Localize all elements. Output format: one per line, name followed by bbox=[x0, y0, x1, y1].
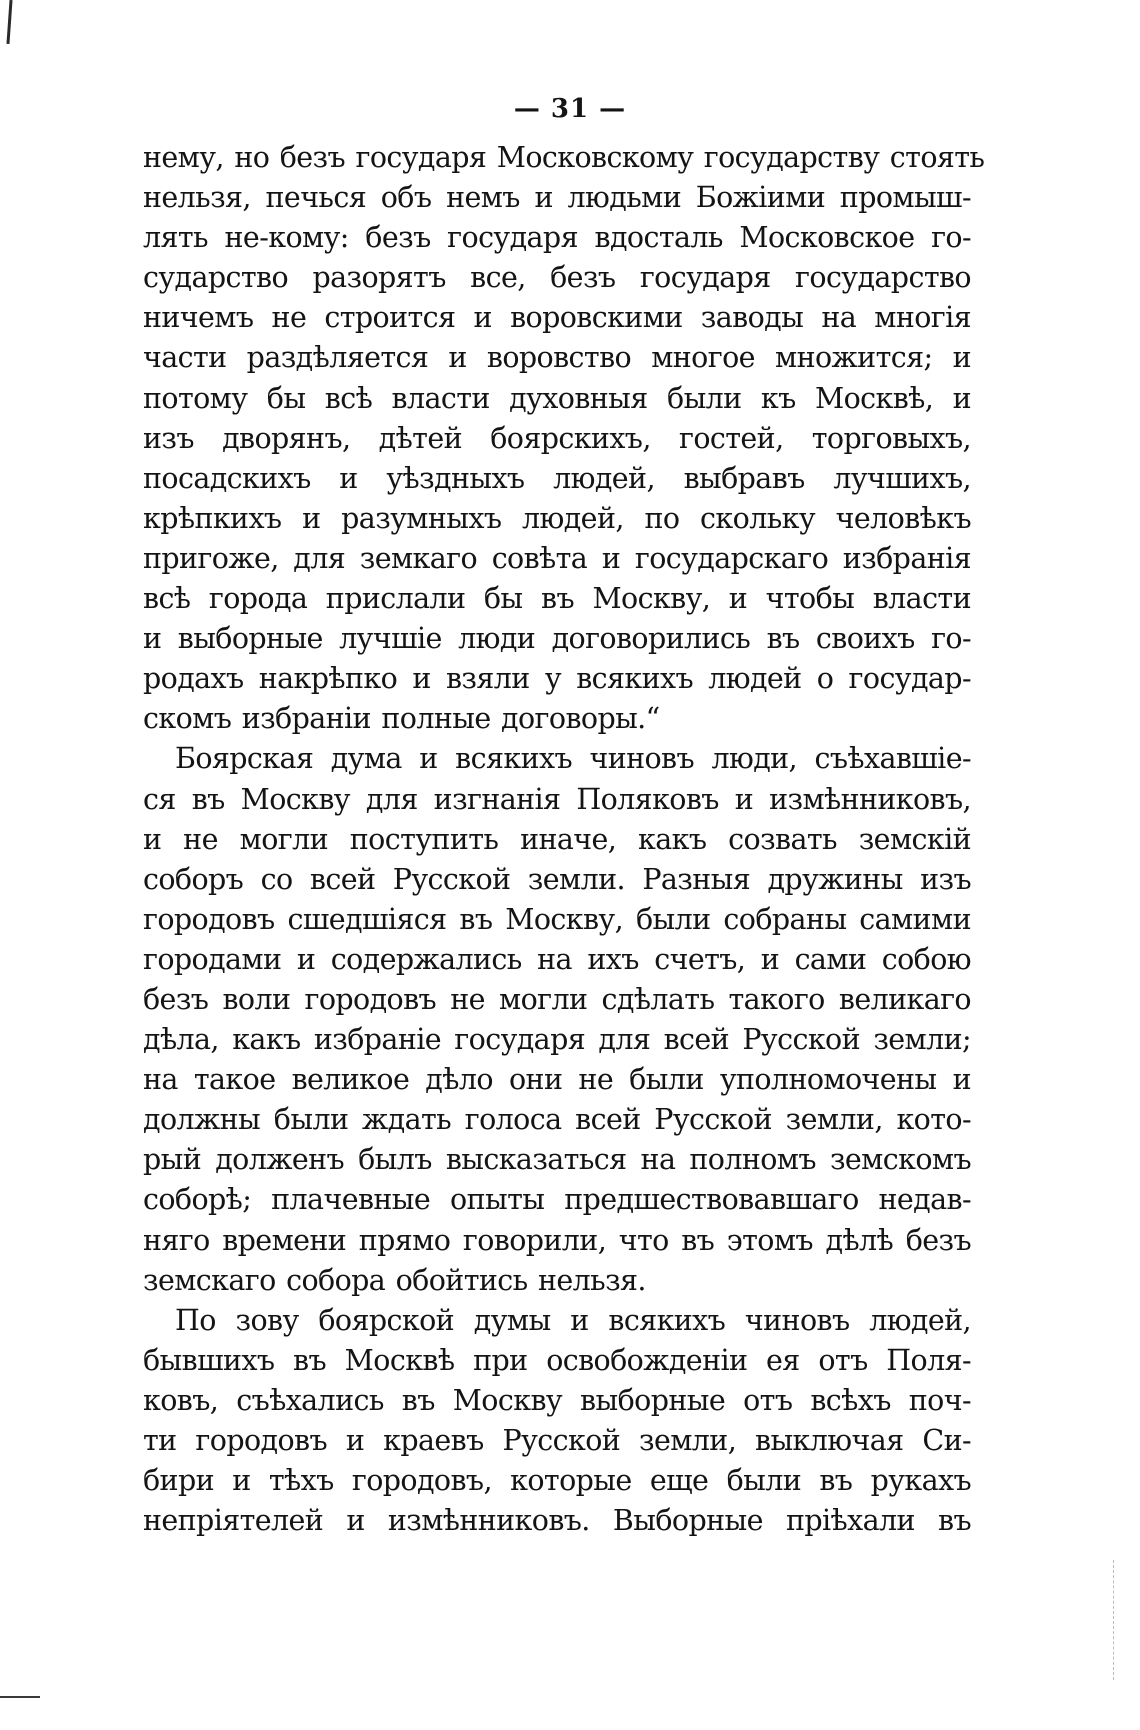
text-line: ничемъ не строится и воровскими заводы на многія bbox=[143, 301, 971, 335]
text-line: соборѣ; плачевные опыты предшествовавшаго недав- bbox=[143, 1183, 971, 1217]
text-line: лять не-кому: безъ государя вдосталь Московское го- bbox=[143, 221, 971, 255]
text-line: должны были ждать голоса всей Русской земли, кото- bbox=[143, 1103, 971, 1137]
text-line: и выборные лучшіе люди договорились въ своихъ го- bbox=[143, 622, 971, 656]
paragraph-first-line: Боярская дума и всякихъ чиновъ люди, съѣхавшіе- bbox=[175, 742, 971, 776]
text-line: земскаго собора обойтись нельзя. bbox=[143, 1263, 646, 1297]
text-line: бири и тѣхъ городовъ, которые еще были въ рукахъ bbox=[143, 1464, 971, 1498]
text-line: всѣ города прислали бы въ Москву, и чтобы власти bbox=[143, 582, 971, 616]
text-line: пригоже, для земкаго совѣта и государскаго избранія bbox=[143, 541, 971, 575]
text-line: соборъ со всей Русской земли. Разныя дружины изъ bbox=[143, 862, 971, 896]
text-line: скомъ избраніи полные договоры.“ bbox=[143, 702, 660, 736]
text-line: безъ воли городовъ не могли сдѣлать такого великаго bbox=[143, 982, 971, 1016]
text-line: няго времени прямо говорили, что въ этомъ дѣлѣ безъ bbox=[143, 1223, 971, 1257]
body-text bbox=[143, 138, 985, 1541]
text-line: и не могли поступить иначе, какъ созвать земскій bbox=[143, 822, 971, 856]
text-line: крѣпкихъ и разумныхъ людей, по скольку человѣкъ bbox=[143, 501, 971, 535]
text-line: нельзя, печься объ немъ и людьми Божіими промыш- bbox=[143, 181, 971, 215]
text-line: дѣла, какъ избраніе государя для всей Русской земли; bbox=[143, 1023, 971, 1057]
text-line: ковъ, съѣхались въ Москву выборные отъ всѣхъ поч- bbox=[143, 1383, 971, 1417]
text-line: рый долженъ былъ высказаться на полномъ земскомъ bbox=[143, 1143, 971, 1177]
text-line: части раздѣляется и воровство многое множится; и bbox=[143, 341, 971, 375]
paragraph-first-line: По зову боярской думы и всякихъ чиновъ людей, bbox=[175, 1303, 971, 1337]
text-line: непріятелей и измѣнниковъ. Выборные пріѣхали въ bbox=[143, 1504, 971, 1538]
scan-edge-mark-bottom bbox=[0, 1696, 40, 1698]
text-line: потому бы всѣ власти духовныя были къ Москвѣ, и bbox=[143, 381, 971, 415]
scan-edge-mark-right bbox=[1112, 1560, 1114, 1680]
text-line: нему, но безъ государя Московскому государству стоять bbox=[143, 141, 985, 174]
text-line: городами и содержались на ихъ счетъ, и сами собою bbox=[143, 942, 971, 976]
text-line: изъ дворянъ, дѣтей боярскихъ, гостей, торговыхъ, bbox=[143, 421, 971, 455]
scan-edge-mark-top bbox=[6, 0, 12, 44]
text-line: городовъ сшедшіяся въ Москву, были собраны самими bbox=[143, 902, 971, 936]
text-line: родахъ накрѣпко и взяли у всякихъ людей о государ- bbox=[143, 662, 971, 696]
text-line: бывшихъ въ Москвѣ при освобожденіи ея отъ Поля- bbox=[143, 1343, 971, 1377]
text-line: ся въ Москву для изгнанія Поляковъ и измѣнниковъ, bbox=[143, 782, 971, 816]
text-line: сударство разорятъ все, безъ государя государство bbox=[143, 261, 971, 295]
page-number: — 31 — bbox=[513, 94, 627, 124]
text-line: ти городовъ и краевъ Русской земли, выключая Си- bbox=[143, 1424, 971, 1457]
text-line: на такое великое дѣло они не были уполномочены и bbox=[143, 1063, 971, 1097]
text-line: посадскихъ и уѣздныхъ людей, выбравъ лучшихъ, bbox=[143, 461, 971, 495]
